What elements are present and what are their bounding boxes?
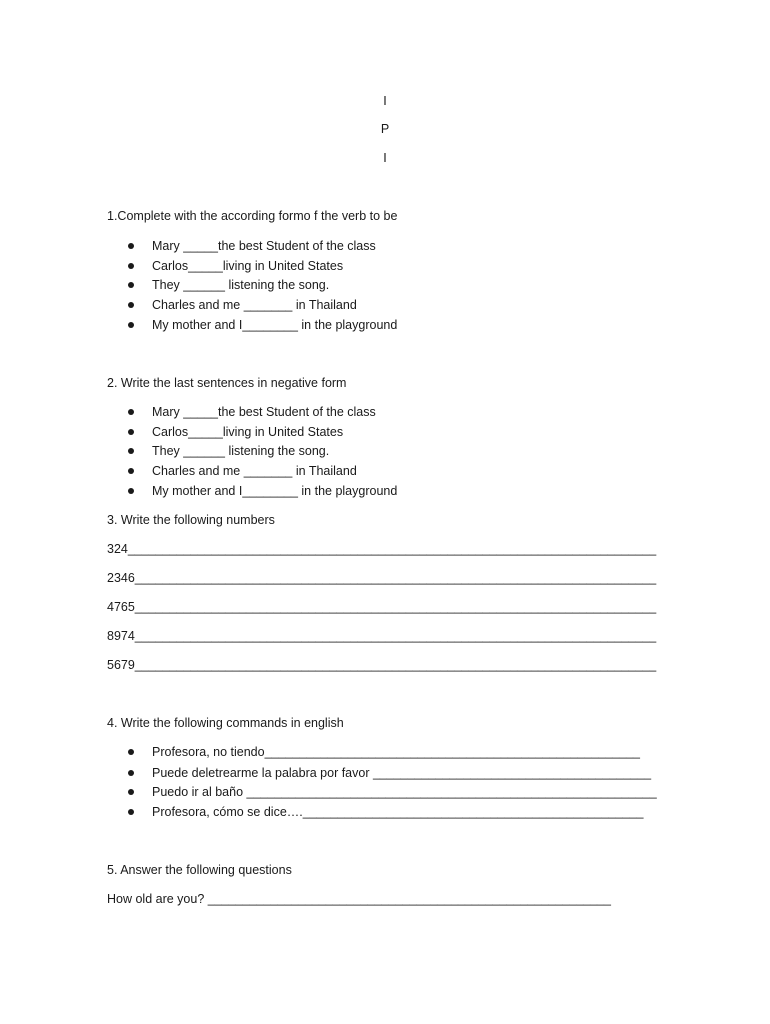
subject-title: I bbox=[383, 151, 387, 165]
list-item: Carlos_____living in United States bbox=[152, 259, 344, 273]
list-item: Mary _____the best Student of the class bbox=[152, 239, 376, 253]
command-item[interactable]: Profesora, no tiendo______________________________________________________ bbox=[152, 745, 640, 759]
list-item: They ______ listening the song. bbox=[152, 444, 330, 458]
bullet-icon bbox=[128, 468, 134, 474]
institution-name: I bbox=[383, 94, 387, 108]
bullet-icon bbox=[128, 488, 134, 494]
list-item: Mary _____the best Student of the class bbox=[152, 405, 376, 419]
number-answer-line[interactable]: 2346___________________________________________________________________________ bbox=[107, 571, 657, 585]
bullet-icon bbox=[128, 429, 134, 435]
bullet-icon bbox=[128, 448, 134, 454]
list-item: My mother and I________ in the playground bbox=[152, 318, 398, 332]
list-item: Charles and me _______ in Thailand bbox=[152, 464, 357, 478]
bullet-icon bbox=[128, 409, 134, 415]
bullet-icon bbox=[128, 789, 134, 795]
bullet-icon bbox=[128, 770, 134, 776]
section1-title: 1.Complete with the according formo f the verb to be bbox=[107, 209, 398, 223]
section3-title: 3. Write the following numbers bbox=[107, 513, 275, 527]
section5-title: 5. Answer the following questions bbox=[107, 863, 292, 877]
bullet-icon bbox=[128, 749, 134, 755]
plan-title: P bbox=[380, 122, 390, 136]
number-answer-line[interactable]: 8974___________________________________________________________________________ bbox=[107, 629, 657, 643]
section4-title: 4. Write the following commands in english bbox=[107, 716, 344, 730]
command-item[interactable]: Profesora, cómo se dice…._________________________________________________ bbox=[152, 805, 644, 819]
list-item: My mother and I________ in the playground bbox=[152, 484, 398, 498]
bullet-icon bbox=[128, 263, 134, 269]
number-answer-line[interactable]: 4765___________________________________________________________________________ bbox=[107, 600, 657, 614]
number-answer-line[interactable]: 324____________________________________________________________________________ bbox=[107, 542, 657, 556]
bullet-icon bbox=[128, 809, 134, 815]
bullet-icon bbox=[128, 243, 134, 249]
bullet-icon bbox=[128, 302, 134, 308]
number-answer-line[interactable]: 5679___________________________________________________________________________ bbox=[107, 658, 657, 672]
list-item: Charles and me _______ in Thailand bbox=[152, 298, 357, 312]
bullet-icon bbox=[128, 282, 134, 288]
command-item[interactable]: Puede deletrearme la palabra por favor ________________________________________ bbox=[152, 766, 652, 780]
question-answer-line[interactable]: How old are you? __________________________________________________________ bbox=[107, 892, 611, 906]
section2-title: 2. Write the last sentences in negative form bbox=[107, 376, 347, 390]
bullet-icon bbox=[128, 322, 134, 328]
list-item: They ______ listening the song. bbox=[152, 278, 330, 292]
command-item[interactable]: Puedo ir al baño ___________________________________________________________ bbox=[152, 785, 657, 799]
list-item: Carlos_____living in United States bbox=[152, 425, 344, 439]
